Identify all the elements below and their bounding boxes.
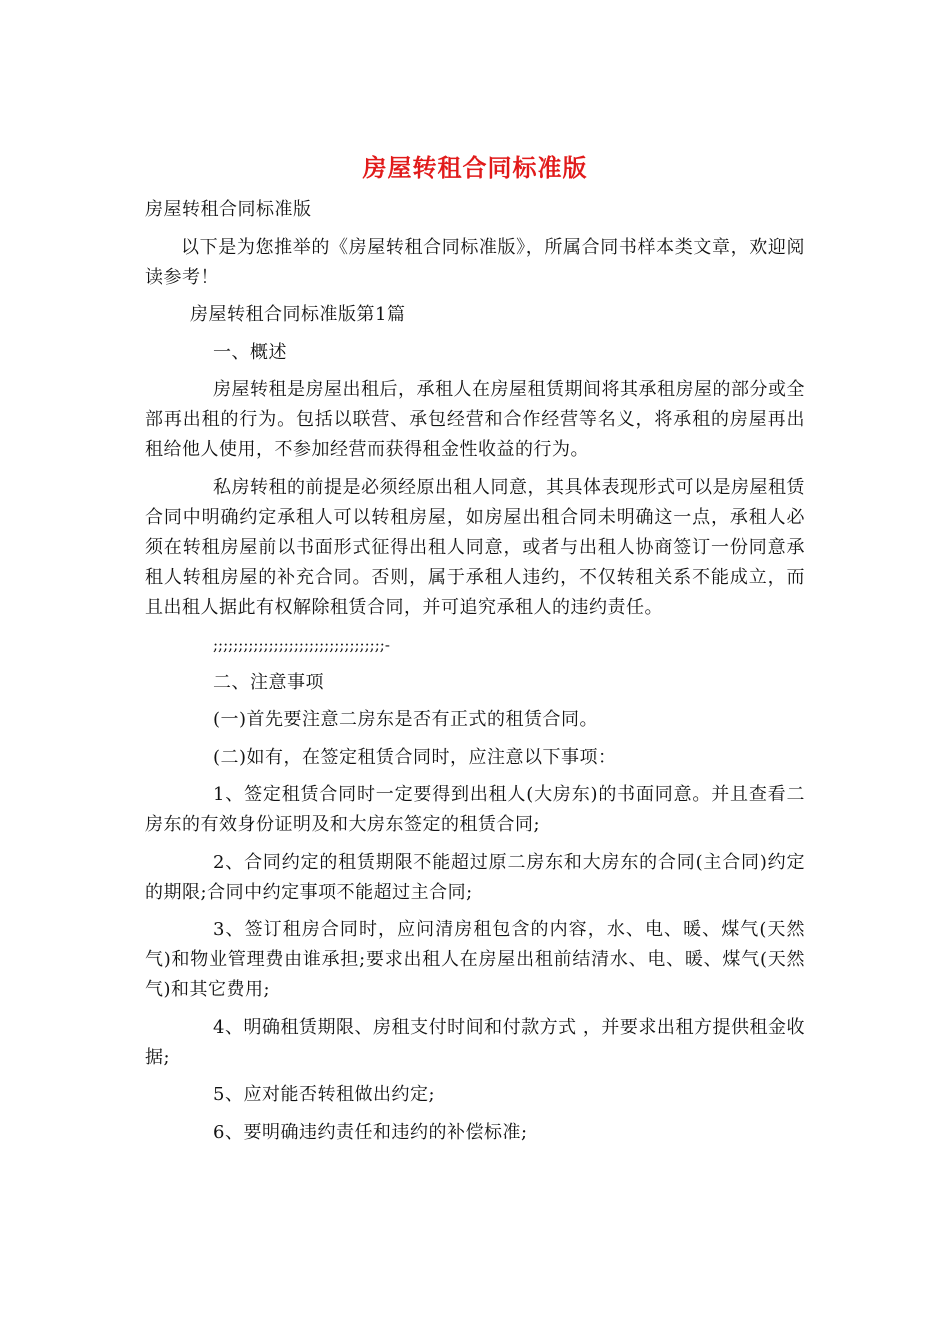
overview-paragraph: 房屋转租是房屋出租后，承租人在房屋租赁期间将其承租房屋的部分或全部再出租的行为。包括以联营、承包经营和合作经营等名义，将承租的房屋再出租给他人使用，不参加经营而获得租金性收益的行为。 — [145, 379, 805, 460]
list-item: 1、签定租赁合同时一定要得到出租人(大房东)的书面同意。并且查看二房东的有效身份证明及和大房东签定的租赁合同; — [145, 784, 805, 835]
list-item: 2、合同约定的租赁期限不能超过原二房东和大房东的合同(主合同)约定的期限;合同中约定事项不能超过主合同; — [145, 851, 805, 903]
list-item: 5、应对能否转租做出约定; — [213, 1084, 436, 1105]
subtitle-line: 房屋转租合同标准版 — [145, 199, 312, 220]
note-item: (一)首先要注意二房东是否有正式的租赁合同。 — [213, 709, 599, 730]
article-heading: 房屋转租合同标准版第1篇 — [190, 304, 406, 325]
note-item: (二)如有，在签定租赁合同时，应注意以下事项： — [213, 746, 617, 768]
document-body — [145, 195, 805, 1155]
section-heading-overview: 一、概述 — [213, 341, 287, 363]
list-item: 6、要明确违约责任和违约的补偿标准; — [213, 1121, 528, 1143]
separator-line: ;;;;;;;;;;;;;;;;;;;;;;;;;;;;;;;;;;- — [213, 636, 390, 654]
list-item: 3、签订租房合同时，应问清房租包含的内容，水、电、暖、煤气(天然气)和物业管理费由谁承担;要求出租人在房屋出租前结清水、电、暖、煤气(天然气)和其它费用; — [145, 919, 805, 1000]
list-item: 4、明确租赁期限、房租支付时间和付款方式 ，并要求出租方提供租金收据; — [145, 1016, 805, 1068]
document-title: 房屋转租合同标准版 — [362, 153, 588, 182]
private-sublet-paragraph: 私房转租的前提是必须经原出租人同意，其具体表现形式可以是房屋租赁合同中明确约定承租人可以转租房屋，如房屋出租合同未明确这一点，承租人必须在转租房屋前以书面形式征得出租人同意，或者与出租人协商签订一份同意承租人转租房屋的补充合同。否则，属于承租人违约，不仅转租关系不能成立，而且出租人据此有权解除租赁合同，并可追究承租人的违约责任。 — [145, 476, 805, 618]
section-heading-notes: 二、注意事项 — [213, 671, 324, 693]
intro-paragraph: 以下是为您推举的《房屋转租合同标准版》，所属合同书样本类文章，欢迎阅读参考！ — [145, 236, 805, 288]
